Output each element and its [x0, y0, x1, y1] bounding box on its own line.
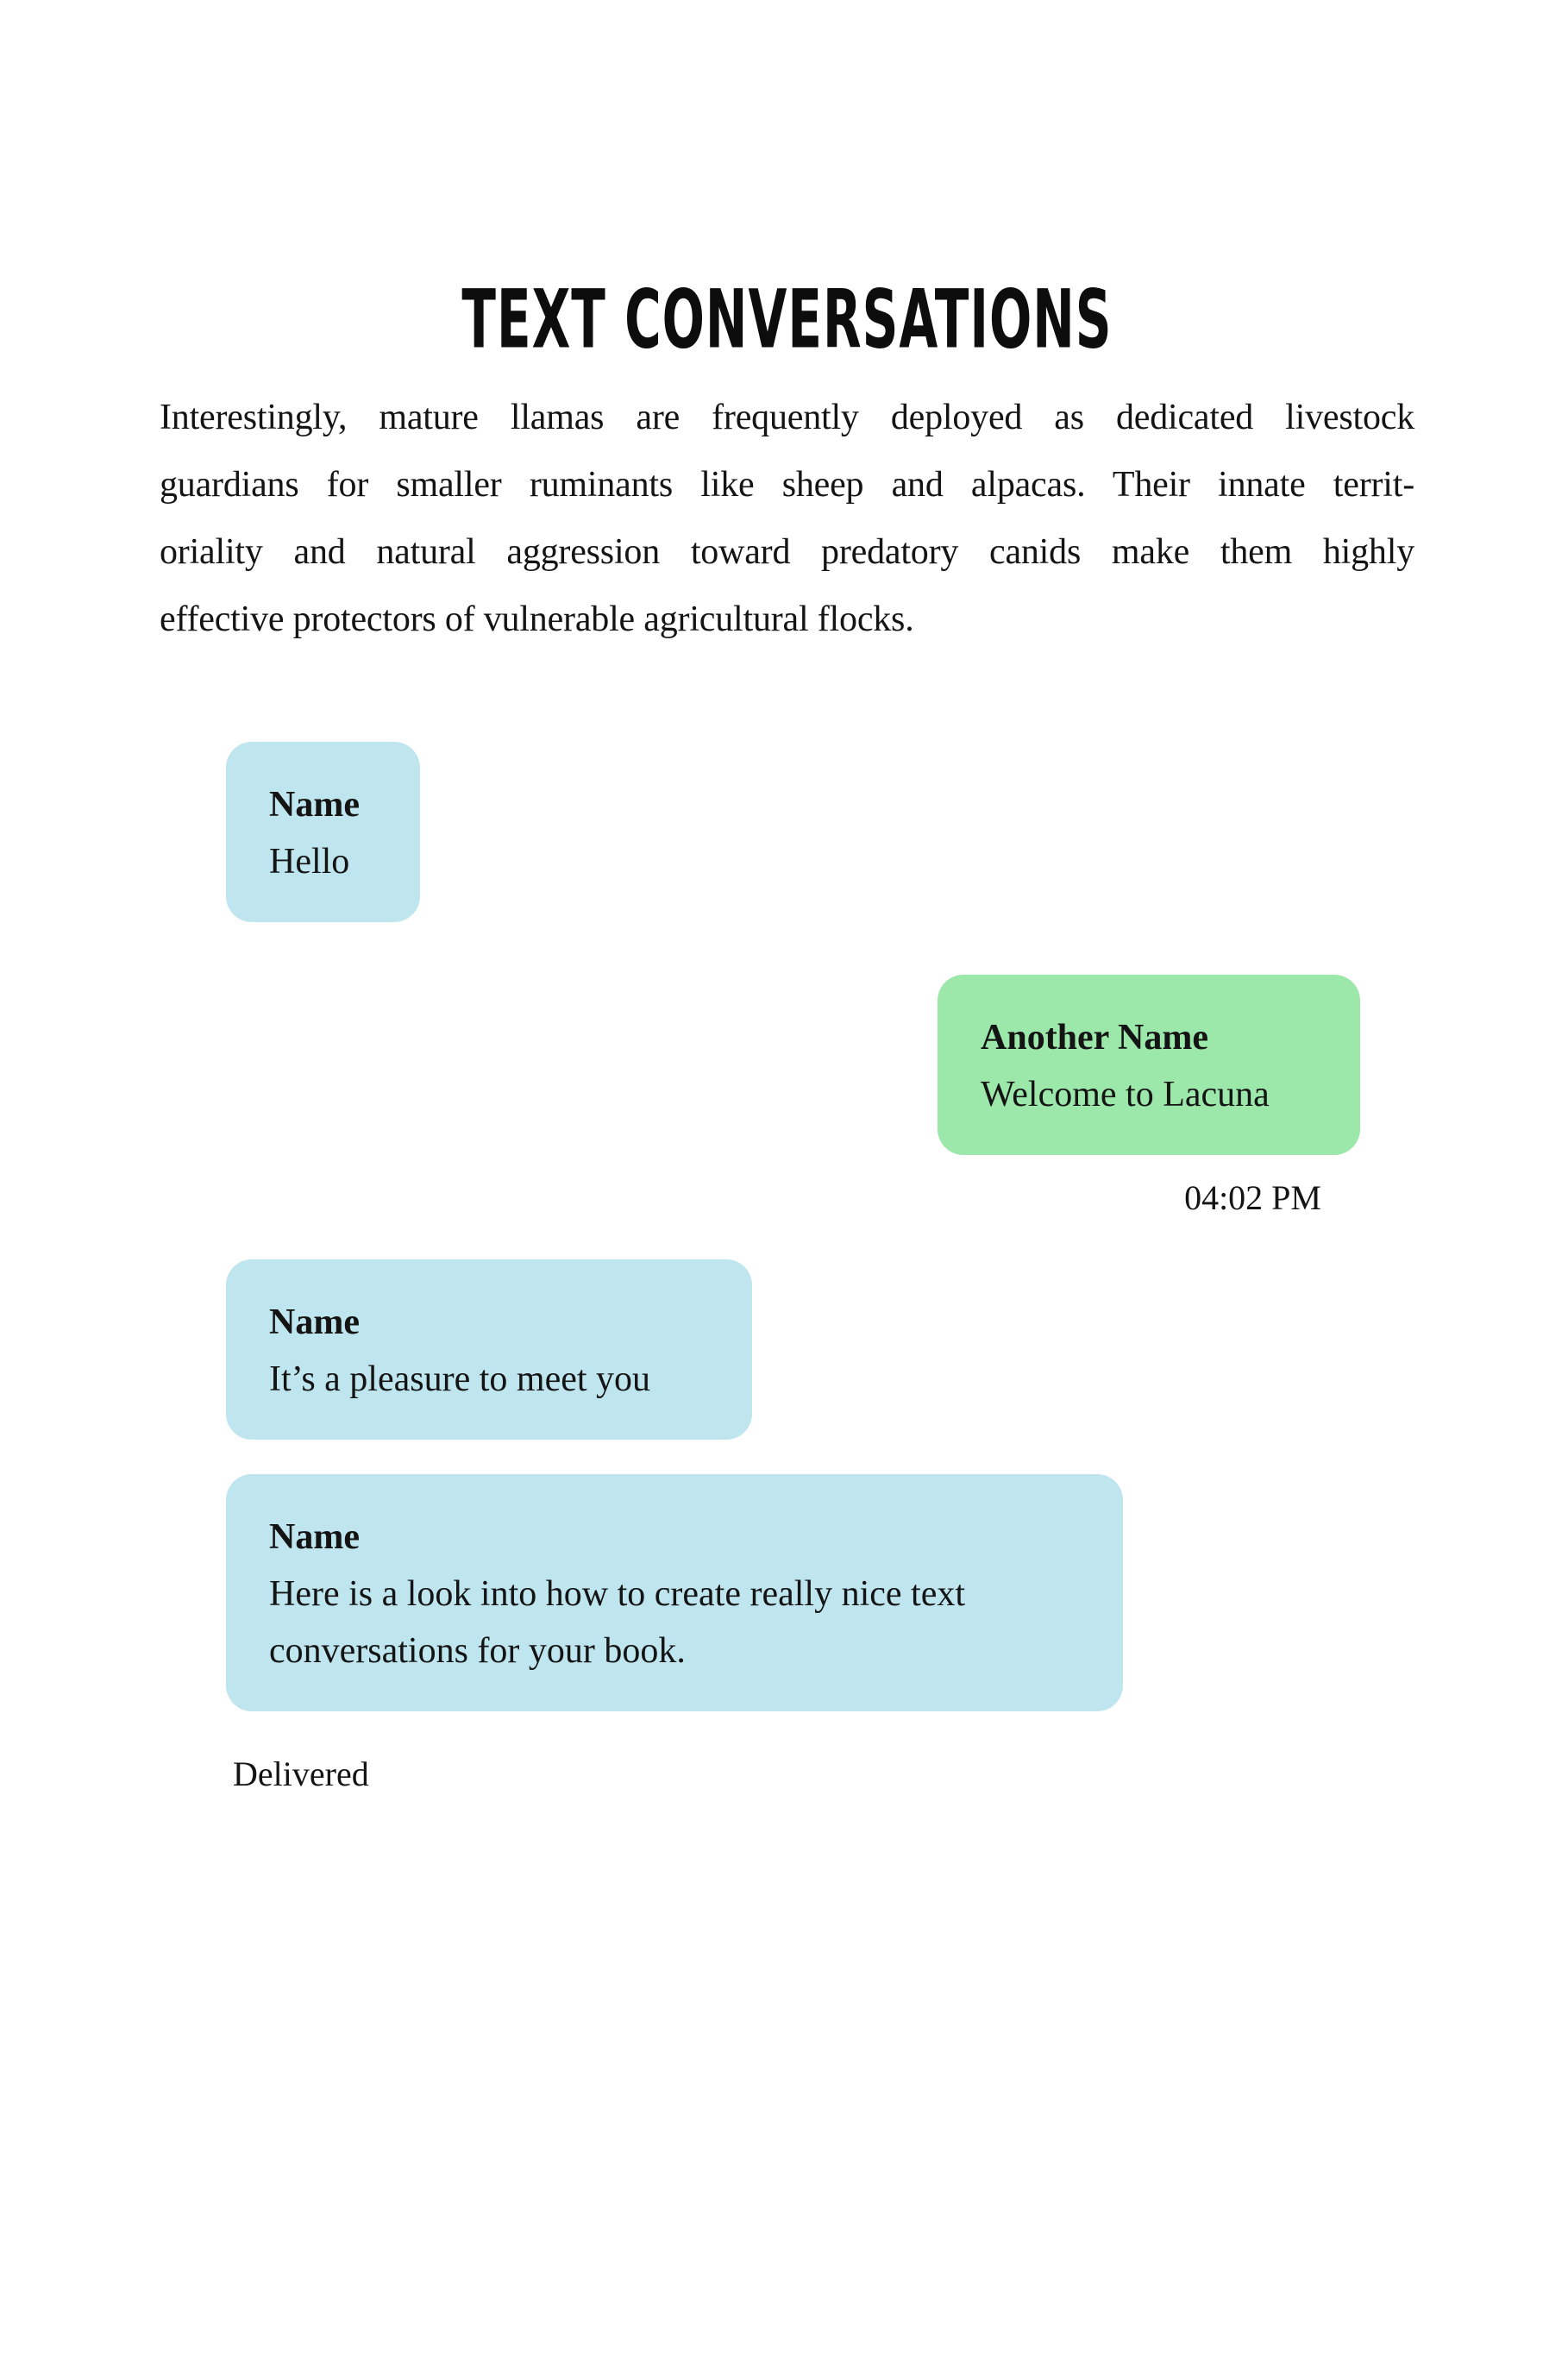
- message-sender: Name: [269, 1302, 360, 1342]
- page-title: TEXT CONVERSATIONS: [461, 271, 1113, 367]
- title-row: [160, 271, 1414, 367]
- page-content: [0, 271, 1568, 1796]
- paragraph-line: effective protectors of vulnerable agricultural flocks.: [160, 599, 914, 639]
- message-text: conversations for your book.: [269, 1631, 686, 1671]
- chat-thread: [226, 653, 1360, 1796]
- message-timestamp: 04:02 PM: [1184, 1178, 1321, 1217]
- delivery-status: Delivered: [233, 1754, 369, 1793]
- message-sender: Another Name: [981, 1018, 1209, 1058]
- message-bubble-incoming: [226, 1259, 752, 1440]
- message-text: Here is a look into how to create really nice text: [269, 1574, 966, 1614]
- message-text: Hello: [269, 842, 350, 882]
- message-bubble-incoming: [226, 742, 420, 922]
- paragraph-line: oriality and natural aggression toward predatory canids make them highly: [160, 532, 1414, 572]
- message-sender: Name: [269, 785, 360, 825]
- message-sender: Name: [269, 1517, 360, 1557]
- message-text: It’s a pleasure to meet you: [269, 1359, 651, 1399]
- message-text: Welcome to Lacuna: [981, 1075, 1270, 1114]
- intro-paragraph: [160, 384, 1414, 653]
- paragraph-line: guardians for smaller ruminants like sheep and alpacas. Their innate territ-: [160, 465, 1414, 505]
- paragraph-line: Interestingly, mature llamas are frequently deployed as dedicated livestock: [160, 398, 1414, 437]
- message-bubble-incoming: [226, 1474, 1123, 1711]
- message-bubble-outgoing: [938, 975, 1360, 1155]
